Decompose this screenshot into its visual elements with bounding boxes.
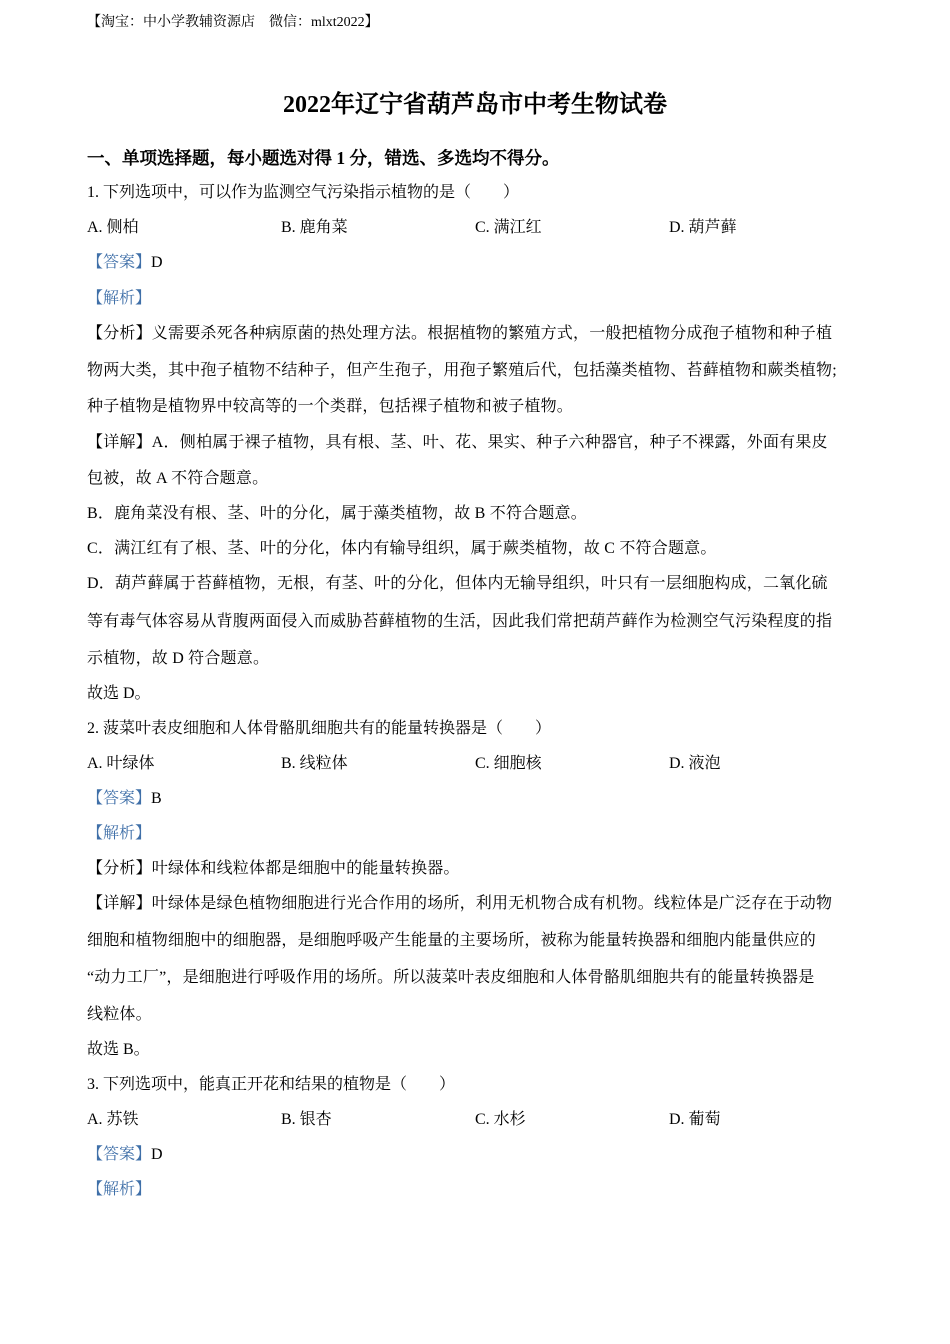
q2-option-c: C. 细胞核 [475, 755, 542, 772]
q3-option-a: A. 苏铁 [87, 1111, 139, 1128]
q2-option-d: D. 液泡 [669, 755, 721, 772]
q1-explanation-line: C．满江红有了根、茎、叶的分化，体内有输导组织，属于蕨类植物，故 C 不符合题意。 [87, 540, 717, 557]
q2-explanation-line: 细胞和植物细胞中的细胞器，是细胞呼吸产生能量的主要场所，被称为能量转换器和细胞内能量供应的 [87, 932, 817, 949]
q1-explanation-line: B．鹿角菜没有根、茎、叶的分化，属于藻类植物，故 B 不符合题意。 [87, 505, 587, 522]
q1-explanation-line: 【分析】义需要杀死各种病原菌的热处理方法。根据植物的繁殖方式，一般把植物分成孢子植物和种子植 [87, 325, 833, 342]
answer-label: 【答案】 [87, 1146, 152, 1163]
q3-option-d: D. 葡萄 [669, 1111, 721, 1128]
q1-explanation-line: 示植物，故 D 符合题意。 [87, 650, 270, 667]
answer-label: 【答案】 [87, 790, 152, 807]
q2-option-b: B. 线粒体 [281, 755, 348, 772]
q2-answer-value: B [151, 790, 162, 807]
q2-option-a: A. 叶绿体 [87, 755, 155, 772]
question-1-stem: 1. 下列选项中，可以作为监测空气污染指示植物的是（ ） [87, 184, 520, 201]
q2-explanation-line: 【分析】叶绿体和线粒体都是细胞中的能量转换器。 [87, 860, 460, 877]
q2-analysis-label: 【解析】 [87, 825, 152, 842]
q2-explanation-line: 【详解】叶绿体是绿色植物细胞进行光合作用的场所，利用无机物合成有机物。线粒体是广泛存在于动物 [87, 895, 833, 912]
q3-answer-line [87, 1141, 163, 1169]
page-title: 2022年辽宁省葫芦岛市中考生物试卷 [283, 92, 667, 118]
answer-label: 【答案】 [87, 254, 152, 271]
q1-option-b: B. 鹿角菜 [281, 219, 348, 236]
q2-answer-line [87, 785, 162, 813]
q1-explanation-line: 种子植物是植物界中较高等的一个类群，包括裸子植物和被子植物。 [87, 398, 574, 415]
header-note: 【淘宝：中小学教辅资源店 微信：mlxt2022】 [87, 15, 379, 30]
section-heading: 一、单项选择题，每小题选对得 1 分，错选、多选均不得分。 [87, 148, 560, 168]
q1-answer-value: D [151, 254, 163, 271]
q1-option-a: A. 侧柏 [87, 219, 139, 236]
q3-analysis-label: 【解析】 [87, 1181, 152, 1198]
q1-explanation-line: 等有毒气体容易从背腹两面侵入而威胁苔藓植物的生活，因此我们常把葫芦藓作为检测空气污染程度的指 [87, 613, 833, 630]
question-2-stem: 2. 菠菜叶表皮细胞和人体骨骼肌细胞共有的能量转换器是（ ） [87, 720, 552, 737]
q2-explanation-line: “动力工厂”，是细胞进行呼吸作用的场所。所以菠菜叶表皮细胞和人体骨骼肌细胞共有的能量转换器是 [87, 969, 815, 986]
q3-option-b: B. 银杏 [281, 1111, 332, 1128]
q3-answer-value: D [151, 1146, 163, 1163]
q1-analysis-label: 【解析】 [87, 290, 152, 307]
q3-option-c: C. 水杉 [475, 1111, 526, 1128]
q1-option-c: C. 满江红 [475, 219, 542, 236]
question-3-stem: 3. 下列选项中，能真正开花和结果的植物是（ ） [87, 1076, 456, 1093]
q1-option-d: D. 葫芦藓 [669, 219, 737, 236]
q1-conclusion: 故选 D。 [87, 685, 151, 702]
q1-explanation-line: D．葫芦藓属于苔藓植物，无根，有茎、叶的分化，但体内无输导组织，叶只有一层细胞构成，二氧化硫 [87, 575, 828, 592]
q1-explanation-line: 物两大类，其中孢子植物不结种子，但产生孢子，用孢子繁殖后代，包括藻类植物、苔藓植物和蕨类植物; [87, 362, 837, 379]
q1-explanation-line: 包被，故 A 不符合题意。 [87, 470, 269, 487]
q1-explanation-line: 【详解】A．侧柏属于裸子植物，具有根、茎、叶、花、果实、种子六种器官，种子不裸露，外面有果皮 [87, 434, 828, 451]
q1-answer-line [87, 249, 163, 277]
q2-explanation-line: 线粒体。 [87, 1006, 152, 1023]
q2-conclusion: 故选 B。 [87, 1041, 150, 1058]
